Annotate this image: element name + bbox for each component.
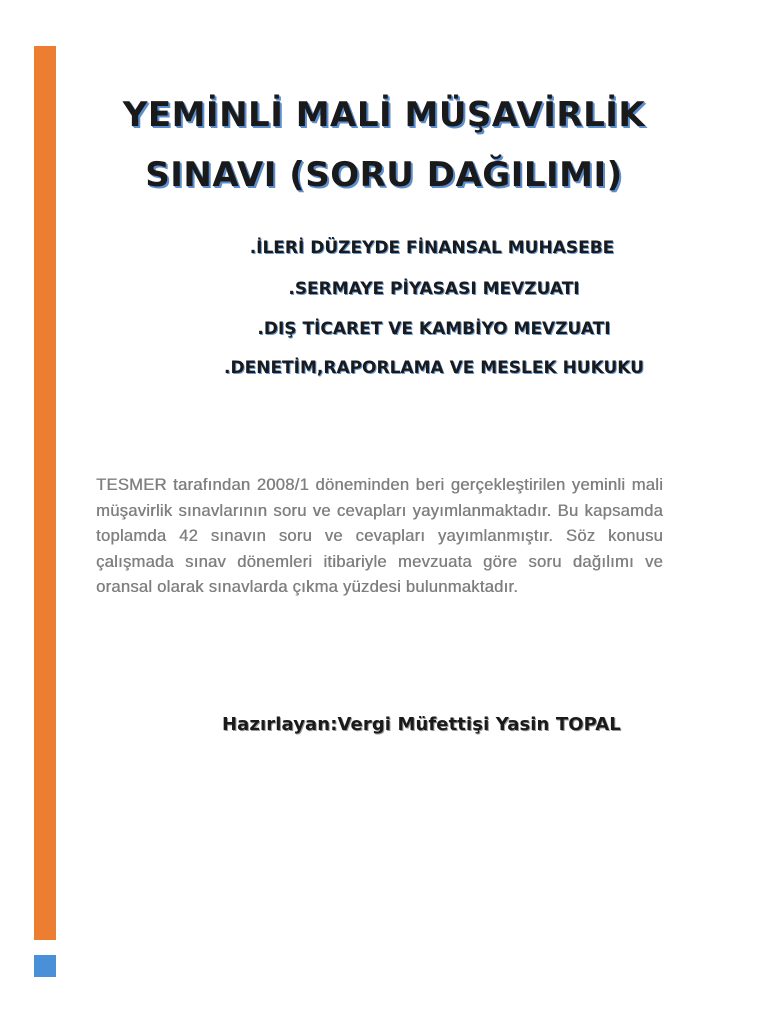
subject-item: .DENETİM,RAPORLAMA VE MESLEK HUKUKU: [224, 358, 644, 378]
author-line: Hazırlayan:Vergi Müfettişi Yasin TOPAL: [222, 714, 621, 735]
description-paragraph: TESMER tarafından 2008/1 döneminden beri gerçekleştirilen yeminli mali müşavirlik sınavlarının soru ve cevapları yayımlanmaktadır. Bu kapsamda toplamda 42 sınavın soru ve cevapları yayımlanmıştır. Söz konusu çalışmada sınav dönemleri itibariyle mevzuata göre soru dağılımı ve oransal olarak sınavlarda çıkma yüzdesi bulunmaktadır.: [96, 475, 663, 597]
document-title-line-1: YEMİNLİ MALİ MÜŞAVİRLİK: [122, 95, 646, 135]
document-title-line-2: SINAVI (SORU DAĞILIMI): [145, 155, 623, 195]
subject-item: .SERMAYE PİYASASI MEVZUATI: [288, 279, 580, 299]
orange-side-bar: [34, 46, 56, 940]
subject-item: .İLERİ DÜZEYDE FİNANSAL MUHASEBE: [249, 238, 615, 258]
subject-item: .DIŞ TİCARET VE KAMBİYO MEVZUATI: [257, 319, 611, 339]
blue-corner-square: [34, 955, 56, 977]
